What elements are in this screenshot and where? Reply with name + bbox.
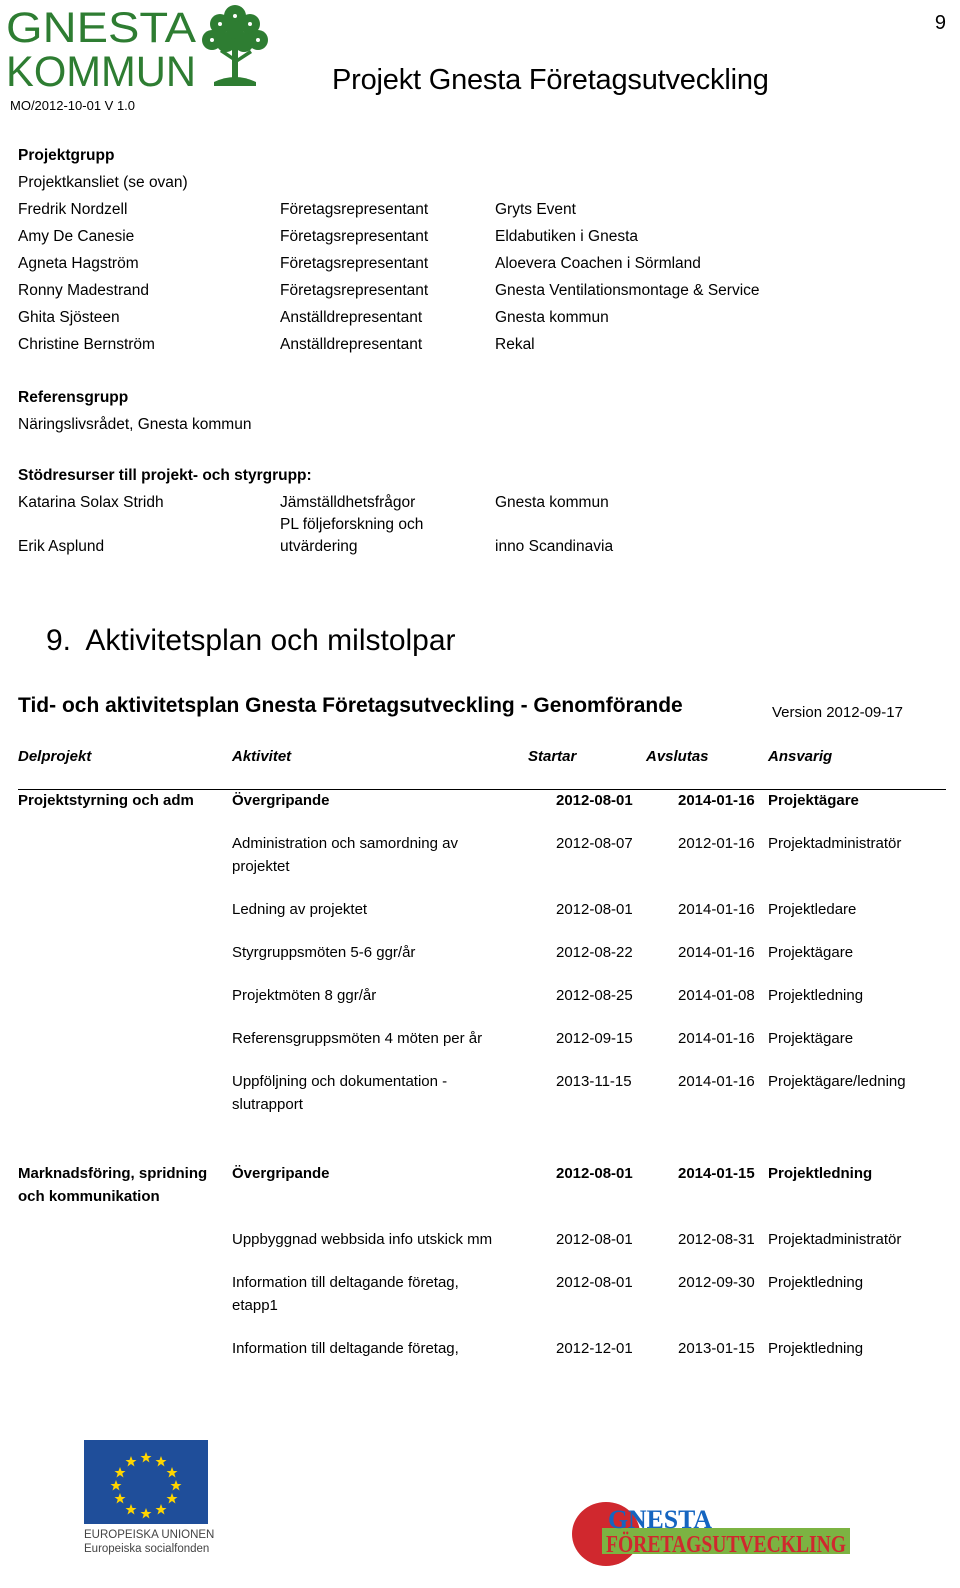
delprojekt-cell: Projektstyrning och adm [18,792,194,809]
startar-cell: 2012-08-01 [556,1274,633,1291]
member-org: Eldabutiken i Gnesta [495,228,639,245]
ansvarig-cell: Projektledning [768,987,864,1004]
delprojekt-cell: Marknadsföring, spridning [18,1165,208,1182]
aktivitet-cell: Information till deltagande företag, [232,1340,459,1357]
member-org: Rekal [495,336,535,353]
ansvarig-cell: Projektägare [768,1030,854,1047]
aktivitet-cell: Styrgruppsmöten 5-6 ggr/år [232,944,416,961]
eu-flag-logo [84,1440,215,1580]
startar-cell: 2012-08-01 [556,1165,633,1182]
member-role: Företagsrepresentant [280,255,429,272]
referensgrupp-text: Näringslivsrådet, Gnesta kommun [18,416,252,433]
column-header-ansvarig: Ansvarig [768,748,833,765]
resource-role: utvärdering [280,538,358,555]
ansvarig-cell: Projektledning [768,1274,864,1291]
aktivitet-cell: Uppbyggnad webbsida info utskick mm [232,1231,493,1248]
ansvarig-cell: Projektägare [768,944,854,961]
ansvarig-cell: Projektägare/ledning [768,1073,906,1090]
page-number: 9 [934,12,946,34]
startar-cell: 2012-09-15 [556,1030,633,1047]
avslutas-cell: 2014-01-16 [678,1030,755,1047]
member-role: Företagsrepresentant [280,201,429,218]
resource-name: Erik Asplund [18,538,105,555]
table-header-rule [18,789,946,790]
resource-role: PL följeforskning och [280,516,424,533]
avslutas-cell: 2014-01-16 [678,944,755,961]
document-version: MO/2012-10-01 V 1.0 [10,98,136,113]
startar-cell: 2013-11-15 [556,1073,632,1090]
resource-org: inno Scandinavia [495,538,614,555]
eu-line-1: EUROPEISKA UNIONEN [84,1529,215,1541]
gnesta-kommun-logo [6,2,204,96]
projektgrupp-subheading: Projektkansliet (se ovan) [18,174,188,191]
member-name: Ghita Sjösteen [18,309,120,326]
aktivitet-cell-cont: projektet [232,858,290,875]
plan-version: Version 2012-09-17 [772,704,903,721]
projektgrupp-heading: Projektgrupp [18,147,115,164]
tree-icon [200,2,270,92]
ansvarig-cell: Projektadministratör [768,1231,902,1248]
aktivitet-cell: Övergripande [232,1165,330,1182]
avslutas-cell: 2014-01-16 [678,792,755,809]
member-name: Agneta Hagström [18,255,139,272]
aktivitet-cell: Övergripande [232,792,330,809]
avslutas-cell: 2012-01-16 [678,835,755,852]
member-name: Ronny Madestrand [18,282,149,299]
member-name: Christine Bernström [18,336,155,353]
aktivitet-cell: Referensgruppsmöten 4 möten per år [232,1030,483,1047]
startar-cell: 2012-08-07 [556,835,633,852]
member-org: Gryts Event [495,201,576,218]
avslutas-cell: 2012-09-30 [678,1274,755,1291]
member-role: Företagsrepresentant [280,282,429,299]
member-org: Aloevera Coachen i Sörmland [495,255,701,272]
aktivitet-cell-cont: slutrapport [232,1096,303,1113]
resource-org: Gnesta kommun [495,494,609,511]
startar-cell: 2012-08-22 [556,944,633,961]
startar-cell: 2012-08-01 [556,1231,633,1248]
column-header-avslutas: Avslutas [646,748,709,765]
plan-title: Tid- och aktivitetsplan Gnesta Företagsutveckling - Genomförande [18,694,683,717]
section-title: Aktivitetsplan och milstolpar [85,624,456,657]
startar-cell: 2012-08-01 [556,901,633,918]
delprojekt-cell-cont: och kommunikation [18,1188,160,1205]
ansvarig-cell: Projektledning [768,1340,864,1357]
aktivitet-cell: Information till deltagande företag, [232,1274,459,1291]
logo-gnesta-text: GNESTA [608,1505,713,1534]
stodresurser-heading: Stödresurser till projekt- och styrgrupp: [18,467,312,484]
member-org: Gnesta Ventilationsmontage & Service [495,282,760,299]
eu-line-2: Europeiska socialfonden [84,1543,210,1555]
startar-cell: 2012-08-25 [556,987,633,1004]
member-role: Anställdrepresentant [280,309,423,326]
aktivitet-cell: Administration och samordning av [232,835,458,852]
member-role: Företagsrepresentant [280,228,429,245]
startar-cell: 2012-12-01 [556,1340,633,1357]
ansvarig-cell: Projektledning [768,1165,873,1182]
column-header-aktivitet: Aktivitet [232,748,292,765]
logo-line-1: GNESTA [6,4,197,52]
section-heading [46,624,456,658]
avslutas-cell: 2014-01-08 [678,987,755,1004]
page-title: Projekt Gnesta Företagsutveckling [332,64,769,96]
aktivitet-cell-cont: etapp1 [232,1297,278,1314]
avslutas-cell: 2012-08-31 [678,1231,755,1248]
aktivitet-cell: Ledning av projektet [232,901,368,918]
startar-cell: 2012-08-01 [556,792,633,809]
aktivitet-cell: Projektmöten 8 ggr/år [232,987,377,1004]
logo-line-2: KOMMUN [6,48,196,96]
resource-role: Jämställdhetsfrågor [280,494,416,511]
logo-foretagsutveckling-text: FÖRETAGSUTVECKLING [606,1532,847,1558]
avslutas-cell: 2014-01-15 [678,1165,755,1182]
member-role: Anställdrepresentant [280,336,423,353]
referensgrupp-heading: Referensgrupp [18,389,129,406]
avslutas-cell: 2013-01-15 [678,1340,755,1357]
column-header-startar: Startar [528,748,577,765]
avslutas-cell: 2014-01-16 [678,901,755,918]
member-name: Fredrik Nordzell [18,201,128,218]
resource-name: Katarina Solax Stridh [18,494,164,511]
ansvarig-cell: Projektägare [768,792,859,809]
ansvarig-cell: Projektadministratör [768,835,902,852]
ansvarig-cell: Projektledare [768,901,857,918]
section-number: 9. [46,624,72,657]
column-header-delprojekt: Delprojekt [18,748,92,765]
member-name: Amy De Canesie [18,228,135,245]
member-org: Gnesta kommun [495,309,609,326]
gnesta-foretagsutveckling-logo [572,1500,854,1566]
avslutas-cell: 2014-01-16 [678,1073,755,1090]
aktivitet-cell: Uppföljning och dokumentation - [232,1073,448,1090]
